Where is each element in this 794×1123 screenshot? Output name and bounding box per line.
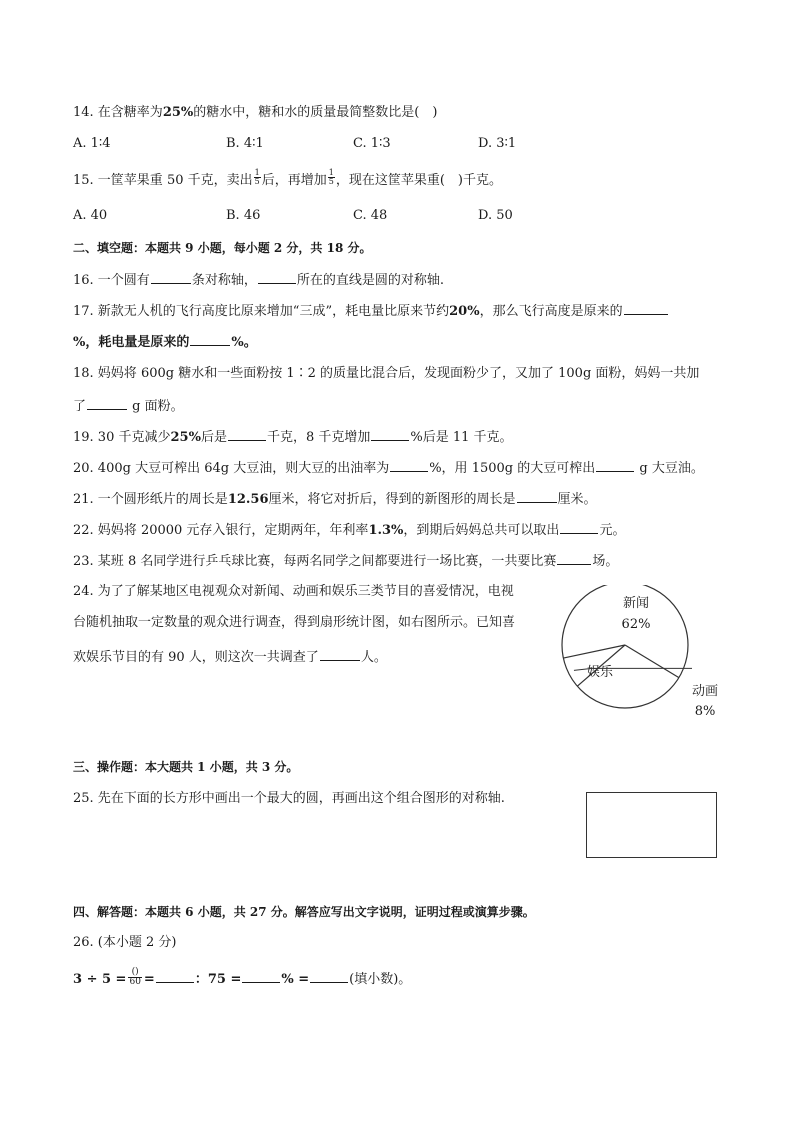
pie-value-2: 8% bbox=[694, 704, 716, 719]
q19: 19. 30 千克减少25%后是 千克，8 千克增加 %后是 11 千克。 bbox=[73, 427, 513, 447]
q26-equation: 3 ÷ 5 = $\frac{()}{60}$ = ：75 = % = (填小数)。 bbox=[73, 967, 412, 987]
q23: 23. 某班 8 名同学进行乒乓球比赛，每两名同学之间都要进行一场比赛，一共要比赛 场。 bbox=[73, 551, 618, 571]
q19-blank-1[interactable] bbox=[228, 427, 266, 441]
q24-line-3: 欢娱乐节目的有 90 人，则这次一共调查了 人。 bbox=[73, 647, 387, 667]
q22-blank[interactable] bbox=[560, 520, 598, 534]
section-3-heading: 三、操作题：本大题共 1 小题，共 3 分。 bbox=[73, 760, 299, 774]
q19-blank-2[interactable] bbox=[371, 427, 409, 441]
q17-blank-1[interactable] bbox=[624, 301, 668, 315]
pie-chart bbox=[556, 585, 736, 725]
q18-blank[interactable] bbox=[87, 396, 127, 410]
pie-value-0: 62% bbox=[621, 617, 651, 632]
q14-option-a: A. 1∶4 bbox=[73, 136, 111, 151]
q14-stem: 14. 在含糖率为25%的糖水中，糖和水的质量最简整数比是( ) bbox=[73, 105, 438, 120]
pie-label-0: 新闻 bbox=[622, 596, 650, 611]
q25: 25. 先在下面的长方形中画出一个最大的圆，再画出这个组合图形的对称轴. bbox=[73, 791, 505, 806]
q21: 21. 一个圆形纸片的周长是12.56厘米，将它对折后，得到的新图形的周长是 厘米。 bbox=[73, 489, 597, 509]
q20: 20. 400g 大豆可榨出 64g 大豆油，则大豆的出油率为 %，用 1500g 的大豆可榨出 g 大豆油。 bbox=[73, 458, 704, 478]
pie-label-2: 动画 bbox=[691, 684, 719, 699]
q15-option-c: C. 48 bbox=[353, 208, 388, 223]
q15-fraction-1: $\frac{1}{5}$ bbox=[254, 168, 260, 186]
q22: 22. 妈妈将 20000 元存入银行，定期两年，年利率1.3%，到期后妈妈总共可以取出 元。 bbox=[73, 520, 625, 540]
q15-option-d: D. 50 bbox=[478, 208, 513, 223]
pie-slice-boundary-0 bbox=[563, 645, 625, 658]
q15-option-a: A. 40 bbox=[73, 208, 108, 223]
q18-line-1: 18. 妈妈将 600g 糖水和一些面粉按 1∶2 的质量比混合后，发现面粉少了，又加了 100g 面粉，妈妈一共加 bbox=[73, 366, 700, 381]
q14-option-c: C. 1∶3 bbox=[353, 136, 391, 151]
q17-line-1: 17. 新款无人机的飞行高度比原来增加“三成”，耗电量比原来节约20%，那么飞行高度是原来的 bbox=[73, 301, 669, 321]
section-4-heading: 四、解答题：本题共 6 小题，共 27 分。解答应写出文字说明，证明过程或演算步骤。 bbox=[73, 905, 535, 919]
q17-line-2: %，耗电量是原来的 %。 bbox=[73, 332, 257, 352]
q18-line-2: 了 g 面粉。 bbox=[73, 396, 184, 416]
q26-fraction: $\frac{()}{60}$ bbox=[129, 967, 141, 987]
q21-blank[interactable] bbox=[517, 489, 557, 503]
pie-slice-boundary-1 bbox=[625, 645, 679, 678]
q26-header: 26. (本小题 2 分) bbox=[73, 935, 177, 950]
q25-rectangle[interactable] bbox=[586, 792, 717, 858]
q14-option-b: B. 4∶1 bbox=[226, 136, 264, 151]
q24-line-2: 台随机抽取一定数量的观众进行调查，得到扇形统计图，如右图所示。已知喜 bbox=[73, 615, 516, 630]
q20-blank-1[interactable] bbox=[390, 458, 428, 472]
q14-percent: 25% bbox=[162, 105, 194, 120]
q16-blank-2[interactable] bbox=[258, 270, 296, 284]
q26-blank-2[interactable] bbox=[242, 969, 280, 983]
q20-blank-2[interactable] bbox=[596, 458, 634, 472]
q15-stem: 15. 一筐苹果重 50 千克，卖出 $\frac{1}{5}$ 后，再增加 $\frac{1}{5}$ ，现在这筐苹果重( )千克。 bbox=[73, 168, 502, 188]
q23-blank[interactable] bbox=[557, 551, 591, 565]
q14-option-d: D. 3∶1 bbox=[478, 136, 517, 151]
q17-blank-2[interactable] bbox=[190, 332, 230, 346]
pie-label-1: 娱乐 bbox=[586, 665, 614, 680]
section-2-heading: 二、填空题：本题共 9 小题，每小题 2 分，共 18 分。 bbox=[73, 241, 372, 255]
q15-fraction-2: $\frac{1}{5}$ bbox=[328, 168, 334, 186]
q26-blank-1[interactable] bbox=[156, 969, 194, 983]
q16-blank-1[interactable] bbox=[151, 270, 191, 284]
q24-line-1: 24. 为了了解某地区电视观众对新闻、动画和娱乐三类节目的喜爱情况，电视 bbox=[73, 584, 514, 599]
q24-blank[interactable] bbox=[320, 647, 360, 661]
q26-blank-3[interactable] bbox=[310, 969, 348, 983]
q16: 16. 一个圆有 条对称轴， 所在的直线是圆的对称轴. bbox=[73, 270, 444, 290]
q15-option-b: B. 46 bbox=[226, 208, 261, 223]
